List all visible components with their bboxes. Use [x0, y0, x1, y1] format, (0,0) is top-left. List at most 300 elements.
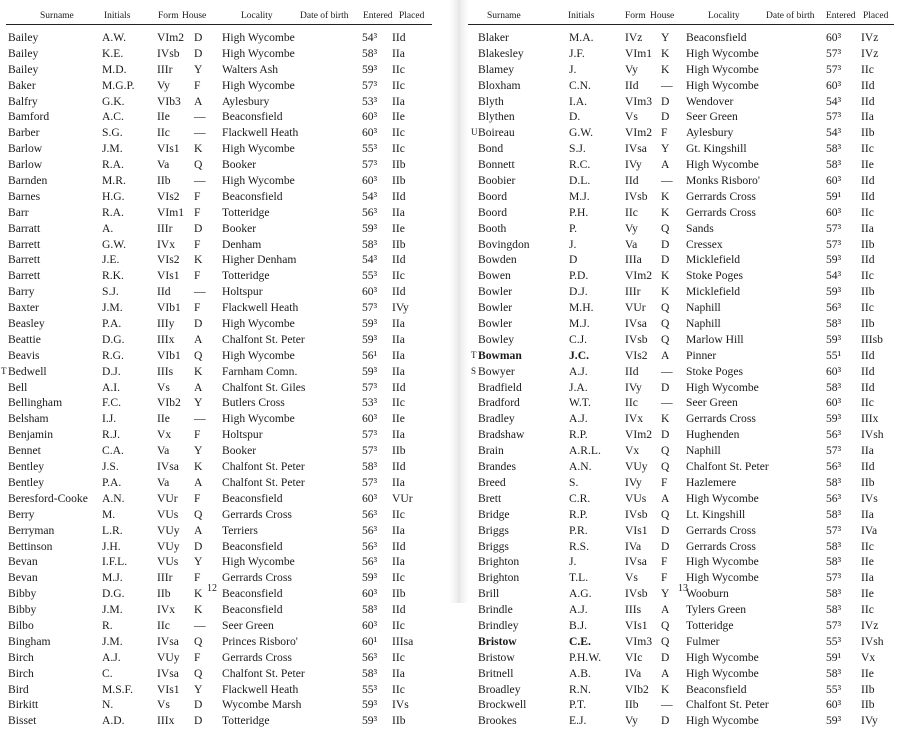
cell-form: VIb2	[157, 396, 181, 410]
cell-entered: 57³	[362, 78, 378, 92]
cell-initials: I.F.L.	[102, 555, 128, 569]
cell-form: IIb	[625, 698, 639, 712]
cell-form: IVsb	[625, 189, 648, 203]
cell-placed: IIb	[861, 237, 875, 251]
cell-house: A	[194, 380, 203, 394]
cell-house: Q	[661, 444, 670, 458]
cell-form: IVsa	[157, 460, 179, 474]
cell-locality: Chalfont St. Peter	[686, 698, 769, 712]
cell-placed: IIb	[392, 444, 406, 458]
cell-placed: IIe	[392, 221, 405, 235]
cell-form: IVsb	[625, 507, 648, 521]
cell-locality: High Wycombe	[222, 317, 295, 331]
cell-form: IIIx	[157, 714, 175, 728]
cell-surname: Bowley	[478, 332, 515, 346]
cell-locality: High Wycombe	[222, 348, 295, 362]
cell-surname: Barrett	[8, 237, 41, 251]
header-rule	[6, 24, 432, 25]
cell-initials: A.B.	[569, 666, 591, 680]
cell-entered: 56³	[362, 507, 378, 521]
cell-house: K	[661, 269, 670, 283]
cell-placed: IId	[861, 174, 875, 188]
cell-form: IVsb	[157, 46, 180, 60]
cell-surname: Bradford	[478, 396, 520, 410]
cell-locality: Flackwell Heath	[222, 126, 299, 140]
cell-house: D	[194, 221, 203, 235]
cell-initials: W.T.	[569, 396, 591, 410]
cell-placed: IIc	[861, 142, 874, 156]
cell-initials: R.	[102, 618, 113, 632]
cell-surname: Baxter	[8, 301, 39, 315]
cell-initials: M.H.	[569, 301, 594, 315]
cell-surname: Bibby	[8, 587, 37, 601]
cell-entered: 53³	[362, 396, 378, 410]
cell-locality: Wendover	[686, 94, 734, 108]
cell-form: IIe	[157, 110, 170, 124]
cell-initials: H.G.	[102, 189, 125, 203]
cell-placed: IVs	[861, 491, 878, 505]
cell-form: VUs	[157, 507, 179, 521]
cell-placed: IIc	[861, 539, 874, 553]
cell-locality: High Wycombe	[222, 78, 295, 92]
cell-surname: Bisset	[8, 714, 37, 728]
cell-form: VIs2	[625, 348, 648, 362]
cell-house: —	[194, 285, 206, 299]
cell-placed: IIa	[392, 94, 405, 108]
cell-entered: 58³	[362, 603, 378, 617]
cell-surname: Barr	[8, 205, 29, 219]
cell-entered: 57³	[826, 571, 842, 585]
cell-locality: Wooburn	[686, 587, 729, 601]
cell-entered: 58³	[826, 587, 842, 601]
cell-initials: G.W.	[569, 126, 594, 140]
cell-locality: High Wycombe	[686, 491, 759, 505]
cell-entered: 58³	[362, 46, 378, 60]
cell-form: IVx	[625, 412, 644, 426]
cell-placed: IId	[392, 460, 406, 474]
cell-entered: 56³	[826, 301, 842, 315]
cell-form: Vx	[157, 428, 172, 442]
cell-initials: J.M.	[102, 142, 123, 156]
cell-entered: 57³	[362, 475, 378, 489]
cell-entered: 56¹	[362, 348, 378, 362]
cell-entered: 58³	[826, 380, 842, 394]
cell-entered: 57³	[826, 444, 842, 458]
cell-house: —	[194, 174, 206, 188]
cell-initials: P.A.	[102, 475, 122, 489]
header-surname: Surname	[487, 11, 521, 21]
cell-placed: IIa	[392, 364, 405, 378]
cell-initials: R.A.	[102, 158, 124, 172]
cell-entered: 57³	[362, 380, 378, 394]
cell-surname: Baker	[8, 78, 36, 92]
cell-entered: 53³	[362, 94, 378, 108]
cell-locality: High Wycombe	[686, 650, 759, 664]
cell-placed: IIa	[392, 332, 405, 346]
cell-initials: M.R.	[102, 174, 126, 188]
cell-entered: 58³	[826, 555, 842, 569]
cell-form: IIIr	[625, 285, 641, 299]
cell-house: Y	[661, 142, 670, 156]
cell-house: Y	[194, 444, 203, 458]
cell-placed: IIb	[392, 174, 406, 188]
cell-surname: Bradshaw	[478, 428, 525, 442]
cell-initials: P.R.	[569, 523, 588, 537]
cell-surname: Brighton	[478, 555, 520, 569]
cell-placed: IVy	[861, 714, 878, 728]
cell-surname: Booth	[478, 221, 507, 235]
cell-entered: 59³	[362, 332, 378, 346]
cell-surname: Blakesley	[478, 46, 524, 60]
cell-surname: Bilbo	[8, 618, 34, 632]
cell-entered: 59³	[362, 714, 378, 728]
cell-entered: 59³	[826, 714, 842, 728]
cell-entered: 55³	[826, 634, 842, 648]
cell-entered: 58³	[362, 666, 378, 680]
header-initials: Initials	[104, 11, 131, 21]
cell-locality: High Wycombe	[686, 380, 759, 394]
cell-house: K	[661, 682, 670, 696]
cell-entered: 57³	[826, 523, 842, 537]
cell-house: Q	[194, 634, 203, 648]
cell-house: Y	[194, 396, 203, 410]
cell-placed: IId	[861, 364, 875, 378]
cell-initials: F.C.	[102, 396, 122, 410]
cell-house: Q	[661, 221, 670, 235]
cell-placed: IId	[392, 31, 406, 44]
header-form: Form	[625, 11, 646, 21]
cell-initials: M.J.	[102, 571, 123, 585]
cell-initials: J.M.	[102, 634, 123, 648]
cell-house: F	[194, 237, 201, 251]
cell-form: Vy	[625, 62, 638, 76]
cell-placed: IIe	[861, 666, 874, 680]
cell-initials: L.R.	[102, 523, 123, 537]
cell-surname: Breed	[478, 475, 506, 489]
header-placed: Placed	[863, 11, 889, 21]
cell-placed: IId	[861, 380, 875, 394]
cell-surname: Brockwell	[478, 698, 527, 712]
cell-initials: S.	[569, 475, 579, 489]
cell-locality: High Wycombe	[222, 555, 295, 569]
cell-entered: 55¹	[826, 348, 842, 362]
cell-house: D	[661, 539, 670, 553]
cell-house: Q	[661, 317, 670, 331]
cell-form: Vy	[625, 714, 638, 728]
cell-initials: D.J.	[569, 285, 588, 299]
cell-placed: IIc	[392, 571, 405, 585]
cell-form: VUs	[625, 491, 647, 505]
cell-placed: IIc	[861, 396, 874, 410]
cell-form: IId	[625, 78, 639, 92]
cell-placed: IIa	[861, 110, 874, 124]
cell-initials: I.J.	[102, 412, 117, 426]
cell-form: Va	[157, 444, 170, 458]
cell-placed: IId	[861, 348, 875, 362]
cell-entered: 55³	[826, 682, 842, 696]
cell-entered: 58³	[826, 666, 842, 680]
cell-placed: IIe	[392, 412, 405, 426]
cell-initials: M.J.	[569, 317, 590, 331]
cell-house: —	[194, 618, 206, 632]
cell-locality: Beaconsfield	[222, 603, 283, 617]
cell-locality: Fulmer	[686, 634, 720, 648]
cell-form: IIe	[157, 412, 170, 426]
cell-placed: IVz	[861, 31, 879, 44]
cell-initials: A.D.	[102, 714, 125, 728]
cell-entered: 56³	[362, 539, 378, 553]
cell-form: Vy	[157, 78, 170, 92]
cell-surname: Bowler	[478, 317, 513, 331]
cell-placed: IIa	[392, 46, 405, 60]
cell-placed: VUr	[392, 491, 413, 505]
cell-surname: Bowman	[478, 348, 522, 362]
cell-form: IVy	[625, 158, 642, 172]
cell-house: —	[194, 412, 206, 426]
cell-entered: 57³	[362, 301, 378, 315]
cell-locality: High Wycombe	[686, 571, 759, 585]
cell-entered: 60³	[362, 285, 378, 299]
cell-initials: D.L.	[569, 174, 591, 188]
cell-placed: IIb	[392, 714, 406, 728]
cell-house: F	[194, 491, 201, 505]
cell-house: —	[194, 110, 206, 124]
cell-form: VUr	[157, 491, 178, 505]
cell-locality: Gt. Kingshill	[686, 142, 747, 156]
cell-house: D	[661, 714, 670, 728]
cell-locality: Monks Risboro'	[686, 174, 760, 188]
cell-house: Y	[661, 31, 670, 44]
cell-locality: Farnham Comn.	[222, 364, 298, 378]
cell-form: IVsb	[625, 332, 648, 346]
cell-form: VIs2	[157, 189, 180, 203]
cell-form: IIIr	[157, 221, 173, 235]
row-prefix: T	[1, 365, 7, 376]
cell-house: K	[661, 62, 670, 76]
cell-house: —	[194, 126, 206, 140]
cell-house: F	[194, 650, 201, 664]
right-page	[462, 0, 900, 728]
cell-surname: Boord	[478, 189, 507, 203]
cell-locality: Booker	[222, 444, 257, 458]
cell-house: D	[194, 46, 203, 60]
cell-form: VIb1	[157, 348, 181, 362]
cell-locality: Holtspur	[222, 428, 263, 442]
cell-placed: IIc	[392, 507, 405, 521]
cell-locality: Beaconsfield	[686, 682, 747, 696]
cell-entered: 54³	[826, 94, 842, 108]
cell-surname: Bevan	[8, 555, 38, 569]
cell-placed: IIb	[392, 158, 406, 172]
cell-initials: M.S.F.	[102, 682, 133, 696]
header-placed: Placed	[399, 11, 425, 21]
cell-house: Q	[661, 634, 670, 648]
cell-placed: IIb	[861, 285, 875, 299]
cell-form: IId	[157, 285, 171, 299]
cell-locality: Gerrards Cross	[222, 650, 292, 664]
cell-locality: High Wycombe	[222, 31, 295, 44]
cell-initials: C.A.	[102, 444, 124, 458]
cell-locality: Stoke Poges	[686, 269, 744, 283]
cell-surname: Beattie	[8, 332, 41, 346]
cell-house: K	[661, 412, 670, 426]
cell-surname: Boobier	[478, 174, 516, 188]
cell-locality: Beaconsfield	[222, 539, 283, 553]
cell-surname: Brill	[478, 587, 500, 601]
cell-entered: 56³	[362, 205, 378, 219]
cell-initials: R.J.	[102, 428, 121, 442]
cell-form: VIm1	[157, 205, 185, 219]
cell-initials: M.G.P.	[102, 78, 135, 92]
cell-form: VUy	[157, 539, 180, 553]
cell-entered: 59³	[362, 698, 378, 712]
cell-form: IIIy	[157, 317, 175, 331]
cell-initials: P.D.	[569, 269, 589, 283]
cell-initials: R.G.	[102, 348, 124, 362]
cell-surname: Barry	[8, 285, 35, 299]
cell-house: F	[194, 269, 201, 283]
header-dob: Date of birth	[766, 11, 815, 21]
cell-form: Vy	[625, 221, 638, 235]
cell-entered: 55³	[362, 682, 378, 696]
cell-entered: 59³	[826, 412, 842, 426]
cell-initials: S.J.	[102, 285, 119, 299]
cell-placed: IIa	[392, 348, 405, 362]
cell-surname: Bailey	[8, 31, 39, 44]
cell-initials: A.R.L.	[569, 444, 601, 458]
cell-locality: Booker	[222, 158, 257, 172]
cell-initials: A.G.	[569, 587, 592, 601]
cell-entered: 59³	[362, 62, 378, 76]
cell-surname: Brandes	[478, 460, 516, 474]
cell-placed: IId	[392, 285, 406, 299]
cell-entered: 57³	[826, 46, 842, 60]
cell-locality: Princes Risboro'	[222, 634, 298, 648]
cell-placed: IIa	[861, 444, 874, 458]
cell-placed: IId	[392, 603, 406, 617]
cell-house: Y	[194, 682, 203, 696]
cell-surname: Bailey	[8, 62, 39, 76]
cell-house: F	[661, 126, 668, 140]
cell-entered: 60³	[362, 174, 378, 188]
cell-form: IIc	[625, 205, 638, 219]
cell-entered: 58³	[826, 539, 842, 553]
cell-placed: IIa	[392, 523, 405, 537]
cell-house: K	[194, 142, 203, 156]
cell-surname: Briggs	[478, 539, 509, 553]
cell-placed: IIa	[861, 221, 874, 235]
cell-locality: Micklefield	[686, 253, 741, 267]
cell-entered: 60³	[826, 396, 842, 410]
cell-surname: Blythen	[478, 110, 515, 124]
cell-house: F	[661, 571, 668, 585]
cell-initials: P.	[569, 221, 578, 235]
cell-surname: Barlow	[8, 158, 43, 172]
cell-initials: B.J.	[569, 618, 588, 632]
cell-house: D	[661, 523, 670, 537]
header-form: Form	[158, 11, 179, 21]
cell-entered: 54³	[362, 31, 378, 44]
cell-house: D	[661, 237, 670, 251]
cell-surname: Briggs	[478, 523, 509, 537]
cell-locality: Chalfont St. Giles	[222, 380, 306, 394]
cell-surname: Berryman	[8, 523, 55, 537]
cell-form: VIm2	[625, 126, 653, 140]
cell-locality: Aylesbury	[222, 94, 270, 108]
cell-entered: 60³	[362, 491, 378, 505]
cell-initials: J.F.	[569, 46, 585, 60]
cell-entered: 58³	[826, 142, 842, 156]
cell-house: Y	[661, 587, 670, 601]
header-entered: Entered	[826, 11, 856, 21]
cell-form: VUy	[157, 650, 180, 664]
cell-surname: Barnden	[8, 174, 48, 188]
cell-surname: Bonnett	[478, 158, 515, 172]
cell-entered: 58³	[362, 460, 378, 474]
cell-surname: Bowden	[478, 253, 517, 267]
cell-form: VIs1	[625, 523, 648, 537]
cell-initials: J.H.	[102, 539, 121, 553]
cell-house: D	[194, 539, 203, 553]
cell-entered: 58³	[362, 237, 378, 251]
header-house: House	[182, 11, 207, 21]
cell-house: K	[661, 46, 670, 60]
cell-house: D	[661, 253, 670, 267]
cell-house: D	[661, 650, 670, 664]
header-initials: Initials	[568, 11, 595, 21]
cell-initials: A.C.	[102, 110, 124, 124]
cell-form: IIc	[157, 618, 170, 632]
header-dob: Date of birth	[300, 11, 349, 21]
cell-form: VUy	[157, 523, 180, 537]
cell-house: F	[661, 555, 668, 569]
cell-initials: C.	[102, 666, 113, 680]
cell-form: VIb2	[625, 682, 649, 696]
cell-house: Q	[661, 332, 670, 346]
cell-initials: C.R.	[569, 491, 591, 505]
header-surname: Surname	[40, 11, 74, 21]
cell-entered: 57³	[826, 110, 842, 124]
cell-form: IVy	[625, 475, 642, 489]
cell-surname: Bowler	[478, 285, 513, 299]
cell-placed: IIb	[392, 237, 406, 251]
cell-surname: Bailey	[8, 46, 39, 60]
cell-form: IIIs	[157, 364, 174, 378]
cell-initials: D.G.	[102, 332, 125, 346]
cell-surname: Belsham	[8, 412, 49, 426]
cell-form: VIm2	[625, 269, 653, 283]
cell-form: IVa	[625, 666, 642, 680]
cell-initials: P.A.	[102, 317, 122, 331]
cell-placed: IIb	[861, 698, 875, 712]
cell-locality: Chalfont St. Peter	[222, 666, 305, 680]
cell-surname: Bowen	[478, 269, 511, 283]
cell-entered: 59³	[826, 285, 842, 299]
cell-placed: IIa	[861, 507, 874, 521]
cell-surname: Bridge	[478, 507, 510, 521]
cell-house: D	[194, 317, 203, 331]
cell-placed: IId	[392, 380, 406, 394]
cell-house: Q	[661, 507, 670, 521]
cell-locality: Beaconsfield	[686, 31, 747, 44]
cell-placed: IIa	[392, 428, 405, 442]
cell-form: IIIa	[625, 253, 642, 267]
cell-locality: Hazlemere	[686, 475, 737, 489]
cell-house: D	[194, 698, 203, 712]
cell-initials: A.J.	[569, 364, 588, 378]
cell-placed: IId	[392, 189, 406, 203]
cell-form: VIm2	[157, 31, 185, 44]
